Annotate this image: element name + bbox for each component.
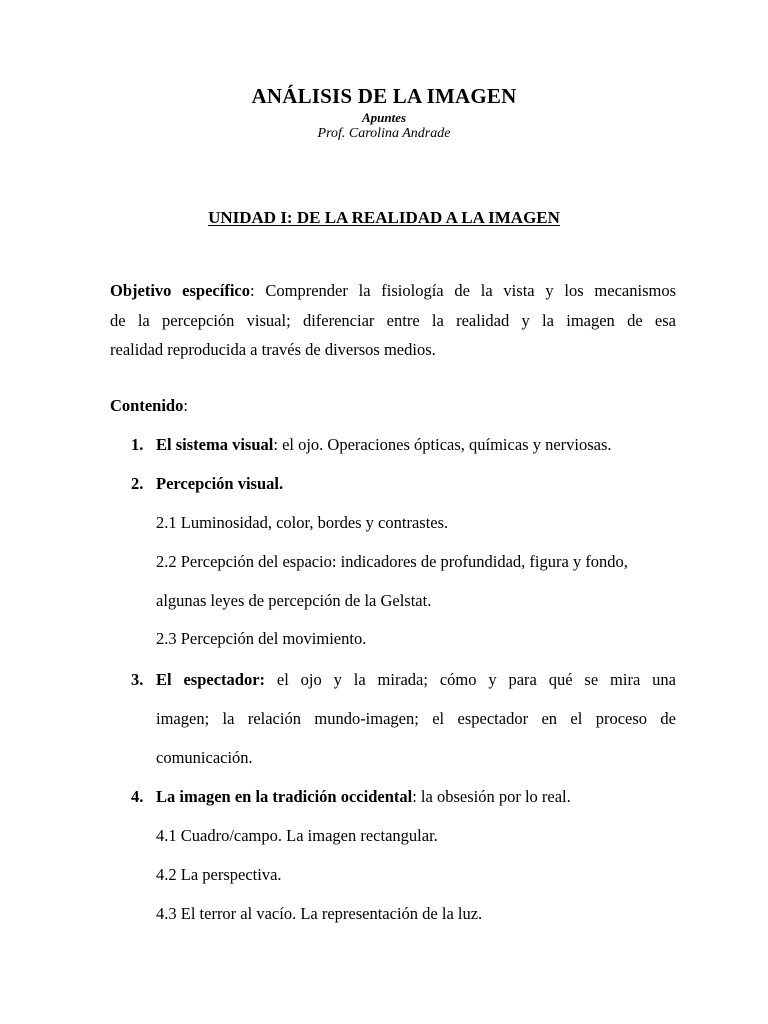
list-number-4: 4. xyxy=(131,787,144,806)
list-item-3-text-1: el ojo y la mirada; cómo y para qué se mira una xyxy=(265,670,676,689)
subitem-2-3: 2.3 Percepción del movimiento. xyxy=(156,629,367,648)
document-subtitle: Apuntes xyxy=(361,110,407,125)
list-item-3-line-2: imagen; la relación mundo-imagen; el espectador en el proceso de xyxy=(156,709,676,728)
list-number-1: 1. xyxy=(131,435,144,454)
subitem-2-2-continued: algunas leyes de percepción de la Gelstat. xyxy=(156,591,432,610)
objective-line-2: de la percepción visual; diferenciar entre la realidad y la imagen de esa xyxy=(110,310,676,330)
contents-label-suffix: : xyxy=(183,396,188,415)
list-item-3-line-3: comunicación. xyxy=(156,748,253,767)
subitem-4-2: 4.2 La perspectiva. xyxy=(156,865,282,884)
document-author: Prof. Carolina Andrade xyxy=(317,126,451,141)
objective-label: Objetivo específico xyxy=(110,281,250,300)
subitem-4-3: 4.3 El terror al vacío. La representación de la luz. xyxy=(156,904,483,923)
subitem-2-2: 2.2 Percepción del espacio: indicadores de profundidad, figura y fondo, xyxy=(156,552,628,571)
document-title: ANÁLISIS DE LA IMAGEN xyxy=(251,84,517,108)
list-number-3: 3. xyxy=(131,670,144,689)
list-item-3-title: El espectador: xyxy=(156,670,266,689)
list-item-1-text: : el ojo. Operaciones ópticas, químicas y nerviosas. xyxy=(273,435,612,454)
unit-heading: UNIDAD I: DE LA REALIDAD A LA IMAGEN xyxy=(208,208,560,227)
objective-line-1 xyxy=(110,276,676,306)
list-number-2: 2. xyxy=(131,474,144,493)
list-item-3-line-1 xyxy=(156,670,676,690)
list-item-4-text: : la obsesión por lo real. xyxy=(412,787,571,806)
list-item-4 xyxy=(156,787,571,807)
contents-heading xyxy=(110,396,188,416)
contents-label: Contenido xyxy=(110,396,184,415)
objective-text-1: : Comprender la fisiología de la vista y los mecanismos xyxy=(250,281,676,300)
subitem-4-1: 4.1 Cuadro/campo. La imagen rectangular. xyxy=(156,826,438,845)
list-item-2-title: Percepción visual. xyxy=(156,474,284,493)
list-item-1-title: El sistema visual xyxy=(156,435,274,454)
subitem-2-1: 2.1 Luminosidad, color, bordes y contrastes. xyxy=(156,513,449,532)
list-item-1 xyxy=(156,435,612,455)
list-item-4-title: La imagen en la tradición occidental xyxy=(156,787,413,806)
objective-line-3: realidad reproducida a través de diversos medios. xyxy=(110,340,436,359)
objective-paragraph xyxy=(110,276,676,365)
